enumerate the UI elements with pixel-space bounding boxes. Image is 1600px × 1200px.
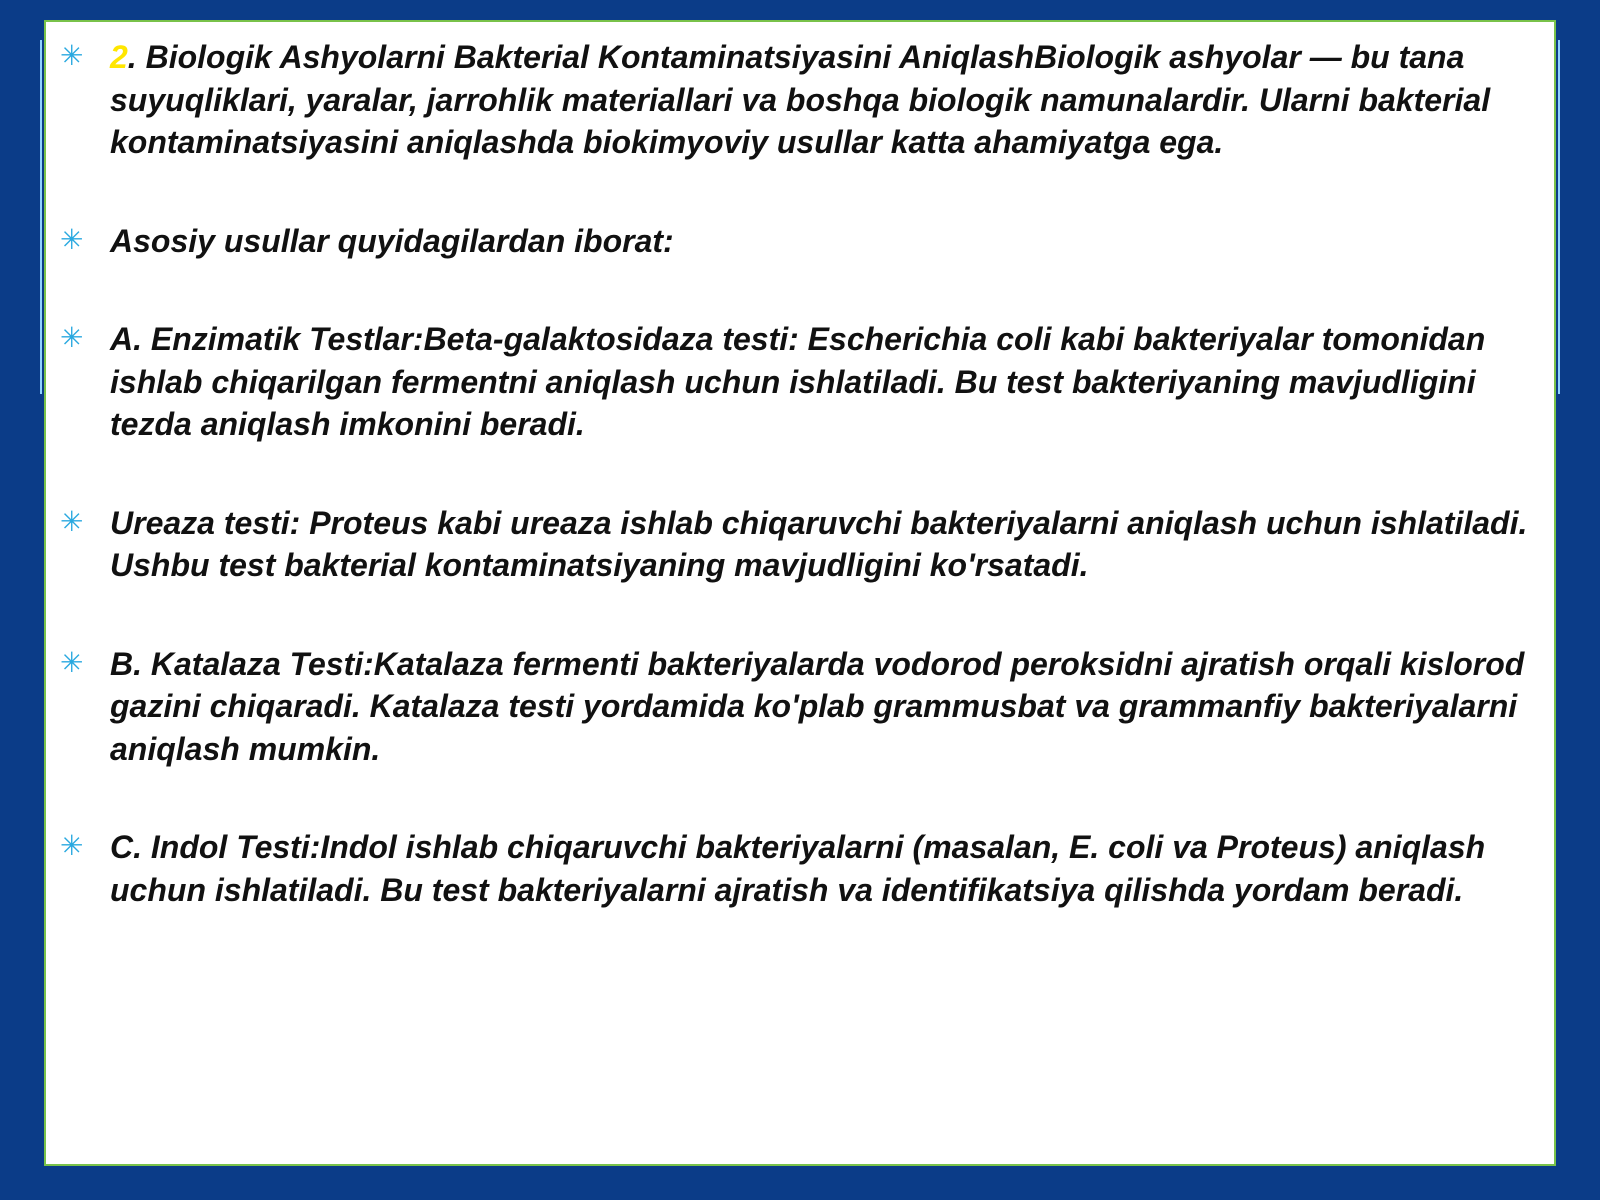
bullet-item-indole [60, 826, 1530, 911]
asterisk-bullet-icon: ✳ [60, 322, 84, 353]
bullet-text: Ureaza testi: Proteus kabi ureaza ishlab chiqaruvchi bakteriyalarni aniqlash uchun ishlatiladi. Ushbu test bakterial kontaminatsiyaning mavjudligini ko'rsatadi. [110, 504, 1528, 583]
asterisk-bullet-icon: ✳ [60, 40, 84, 71]
bullet-item-methods [60, 220, 1530, 263]
bullet-text: B. Katalaza Testi:Katalaza fermenti bakteriyalarda vodorod peroksidni ajratish orqali kislorod gazini chiqaradi. Katalaza testi yordamida ko'plab grammusbat va grammanfiy bakteriyalarni aniqlash mumkin. [110, 645, 1525, 767]
asterisk-bullet-icon: ✳ [60, 646, 84, 678]
bullet-text: . Biologik Ashyolarni Bakterial Kontaminatsiyasini AniqlashBiologik ashyolar — bu tana suyuqliklari, yaralar, jarrohlik materiallari va boshqa biologik namunalardir. Ularni bakterial kontaminatsiyasini aniqlashda biokimyoviy usullar katta ahamiyatga ega. [110, 39, 1491, 160]
bullet-list [60, 36, 1530, 911]
bullet-item-intro [60, 36, 1530, 164]
slide-content-panel [44, 20, 1556, 1166]
bullet-item-enzymatic [60, 318, 1530, 446]
bullet-item-catalase [60, 643, 1530, 771]
bullet-item-urease [60, 502, 1530, 587]
asterisk-bullet-icon: ✳ [60, 223, 84, 255]
asterisk-bullet-icon: ✳ [60, 830, 84, 861]
bullet-text: Asosiy usullar quyidagilardan iborat: [110, 222, 674, 259]
asterisk-bullet-icon: ✳ [60, 505, 84, 537]
bullet-text: A. Enzimatik Testlar:Beta-galaktosidaza testi: Escherichia coli kabi bakteriyalar tomonidan ishlab chiqarilgan fermentni aniqlash uchun ishlatiladi. Bu test bakteriyaning mavjudligini tezda aniqlash imkonini beradi. [110, 321, 1486, 442]
section-number: 2 [110, 39, 128, 75]
bullet-text: C. Indol Testi:Indol ishlab chiqaruvchi bakteriyalarni (masalan, E. coli va Proteus) aniqlash uchun ishlatiladi. Bu test bakteriyalarni ajratish va identifikatsiya qilishda yordam beradi. [110, 829, 1486, 908]
